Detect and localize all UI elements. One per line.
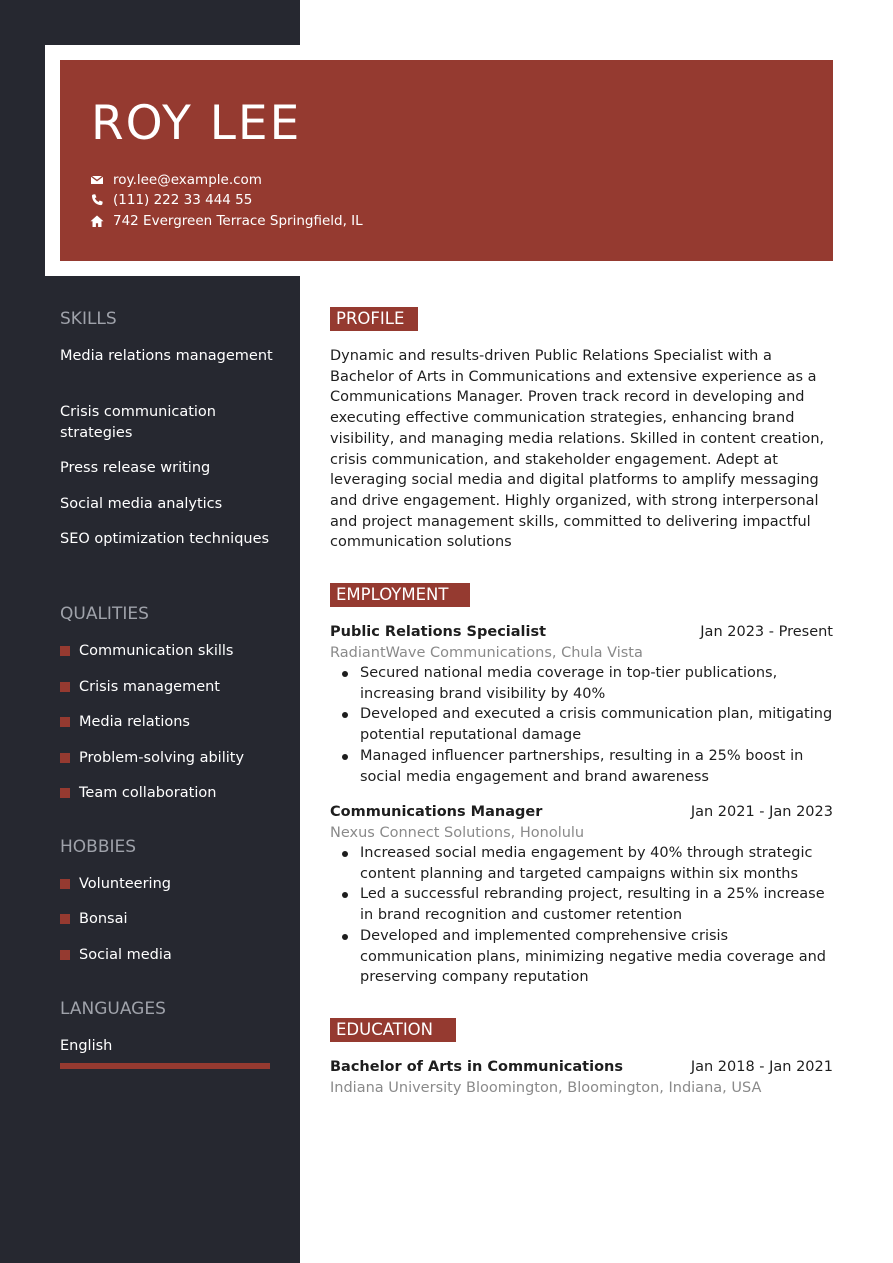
square-bullet-icon	[60, 914, 70, 924]
quality-item	[60, 641, 234, 661]
skill-item: Media relations management	[60, 348, 273, 364]
hobby-label: Bonsai	[79, 911, 128, 927]
quality-item	[60, 677, 220, 697]
square-bullet-icon	[60, 879, 70, 889]
quality-label: Crisis management	[79, 679, 220, 695]
profile-summary: Dynamic and results-driven Public Relations Specialist with a Bachelor of Arts in Communications and extensive experience as a Communications Manager. Proven track record in developing and executing effective communication strategies, enhancing brand visibility, and managing media relations. Skilled in content creation, crisis communication, and stakeholder engagement. Adept at leveraging social media and digital platforms to amplify messaging and drive engagement. Highly organized, with strong interpersonal and project management skills, committed to delivering impactful communication solutions	[330, 348, 825, 551]
job-dates: Jan 2021 - Jan 2023	[690, 804, 833, 820]
hobby-label: Volunteering	[79, 876, 171, 892]
hobby-label: Social media	[79, 947, 172, 963]
square-bullet-icon	[60, 788, 70, 798]
employment-heading: EMPLOYMENT	[330, 583, 470, 607]
skill-item: Press release writing	[60, 460, 211, 476]
phone-icon	[90, 193, 104, 207]
job-bullets	[330, 663, 833, 787]
skill-item: Crisis communication strategies	[60, 404, 216, 441]
degree-title: Bachelor of Arts in Communications	[330, 1059, 623, 1075]
email-text: roy.lee@example.com	[113, 172, 262, 188]
skills-heading: SKILLS	[60, 309, 117, 329]
quality-item	[60, 783, 216, 803]
hobby-item	[60, 874, 171, 894]
language-level-bar	[60, 1063, 270, 1069]
quality-item	[60, 712, 190, 732]
job-bullet: Led a successful rebranding project, resulting in a 25% increase in brand recognition and customer retention	[330, 884, 833, 925]
hobby-item	[60, 909, 127, 929]
quality-label: Team collaboration	[79, 785, 217, 801]
contact-phone	[90, 191, 252, 209]
job-bullets	[330, 843, 833, 988]
square-bullet-icon	[60, 646, 70, 656]
header-banner	[60, 60, 833, 261]
skill-item: SEO optimization techniques	[60, 531, 270, 547]
square-bullet-icon	[60, 682, 70, 692]
profile-heading: PROFILE	[330, 307, 418, 331]
education-dates: Jan 2018 - Jan 2021	[690, 1059, 833, 1075]
language-item: English	[60, 1038, 113, 1054]
job-company: RadiantWave Communications, Chula Vista	[330, 645, 643, 661]
quality-label: Problem-solving ability	[79, 750, 245, 766]
job-bullet: Increased social media engagement by 40% through strategic content planning and targeted campaigns within six months	[330, 843, 833, 884]
job-bullet: Managed influencer partnerships, resulting in a 25% boost in social media engagement and brand awareness	[330, 746, 833, 787]
job-title: Communications Manager	[330, 804, 543, 820]
square-bullet-icon	[60, 717, 70, 727]
envelope-icon	[90, 173, 104, 187]
languages-heading: LANGUAGES	[60, 999, 166, 1019]
square-bullet-icon	[60, 753, 70, 763]
job-title: Public Relations Specialist	[330, 624, 547, 640]
quality-item	[60, 748, 244, 768]
job-company: Nexus Connect Solutions, Honolulu	[330, 825, 585, 841]
qualities-heading: QUALITIES	[60, 604, 149, 624]
quality-label: Media relations	[79, 714, 190, 730]
job-bullet: Secured national media coverage in top-tier publications, increasing brand visibility by 40%	[330, 663, 833, 704]
job-dates: Jan 2023 - Present	[700, 624, 833, 640]
home-icon	[90, 214, 104, 228]
square-bullet-icon	[60, 950, 70, 960]
hobby-item	[60, 945, 172, 965]
hobbies-heading: HOBBIES	[60, 837, 137, 857]
school-name: Indiana University Bloomington, Bloomington, Indiana, USA	[330, 1080, 762, 1096]
phone-text: (111) 222 33 444 55	[113, 192, 253, 208]
job-bullet: Developed and implemented comprehensive crisis communication plans, minimizing negative media coverage and preserving company reputation	[330, 926, 833, 988]
job-bullet: Developed and executed a crisis communication plan, mitigating potential reputational damage	[330, 704, 833, 745]
contact-email	[90, 171, 262, 189]
education-heading: EDUCATION	[330, 1018, 456, 1042]
skill-item: Social media analytics	[60, 496, 223, 512]
contact-address	[90, 212, 363, 230]
quality-label: Communication skills	[79, 643, 234, 659]
candidate-name: ROY LEE	[91, 96, 302, 151]
address-text: 742 Evergreen Terrace Springfield, IL	[113, 213, 363, 229]
